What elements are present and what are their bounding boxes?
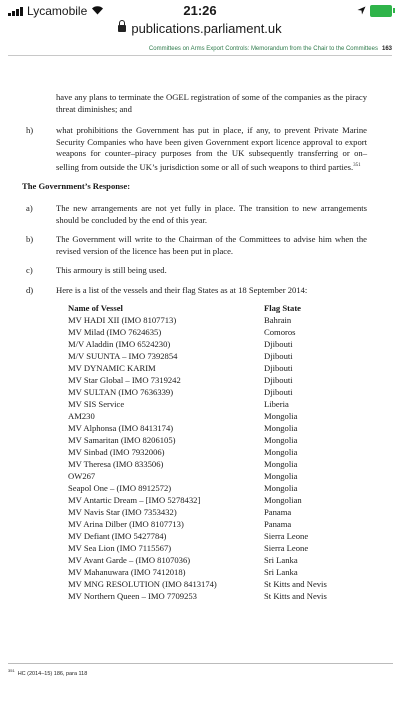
footnote-divider bbox=[8, 663, 393, 664]
table-row bbox=[68, 555, 327, 567]
vessel-name-cell: M/V SUUNTA – IMO 7392854 bbox=[68, 350, 178, 361]
item-g-continuation: have any plans to terminate the OGEL registration of some of the companies as the piracy threat diminishes; and bbox=[56, 92, 367, 114]
flag-state-cell: Mongolia bbox=[264, 410, 298, 421]
flag-state-cell: Djibouti bbox=[264, 386, 293, 397]
page-number: 163 bbox=[381, 46, 392, 52]
table-row bbox=[68, 495, 327, 507]
table-row bbox=[68, 375, 327, 387]
table-row bbox=[68, 411, 327, 423]
battery-icon bbox=[370, 5, 392, 17]
response-item-d bbox=[22, 285, 367, 297]
item-marker: h) bbox=[26, 125, 34, 136]
flag-state-cell: Sierra Leone bbox=[264, 542, 309, 553]
item-h bbox=[22, 125, 367, 173]
lock-icon bbox=[118, 25, 126, 32]
flag-state-cell: Mongolia bbox=[264, 434, 298, 445]
table-row bbox=[68, 507, 327, 519]
response-item-a bbox=[22, 203, 367, 226]
vessel-name-cell: MV Northern Queen – IMO 7709253 bbox=[68, 590, 197, 601]
flag-state-cell: Djibouti bbox=[264, 362, 293, 373]
vessel-name-cell: MV Defiant (IMO 5427784) bbox=[68, 530, 167, 541]
column-header-vessel: Name of Vessel bbox=[68, 302, 123, 313]
vessel-name-cell: AM230 bbox=[68, 410, 95, 421]
flag-state-cell: Sri Lanka bbox=[264, 554, 298, 565]
table-row bbox=[68, 447, 327, 459]
flag-state-cell: Panama bbox=[264, 518, 292, 529]
vessel-name-cell: MV DYNAMIC KARIM bbox=[68, 362, 156, 373]
vessel-name-cell: MV Arina Dilber (IMO 8107713) bbox=[68, 518, 184, 529]
column-header-flag-state: Flag State bbox=[264, 302, 301, 313]
response-item-b bbox=[22, 234, 367, 257]
item-text bbox=[56, 125, 367, 173]
vessel-table-body bbox=[68, 315, 327, 603]
item-marker: a) bbox=[26, 203, 33, 214]
flag-state-cell: Mongolian bbox=[264, 494, 302, 505]
clock: 21:26 bbox=[183, 3, 217, 18]
table-row bbox=[68, 399, 327, 411]
table-row bbox=[68, 351, 327, 363]
table-row bbox=[68, 519, 327, 531]
vessel-name-cell: MV Alphonsa (IMO 8413174) bbox=[68, 422, 174, 433]
vessel-name-cell: MV Avant Garde – (IMO 8107036) bbox=[68, 554, 191, 565]
vessel-name-cell: MV Samaritan (IMO 8206105) bbox=[68, 434, 176, 445]
table-row bbox=[68, 579, 327, 591]
flag-state-cell: St Kitts and Nevis bbox=[264, 578, 327, 589]
flag-state-cell: Djibouti bbox=[264, 374, 293, 385]
vessel-name-cell: MV Milad (IMO 7624635) bbox=[68, 326, 162, 337]
flag-state-cell: Liberia bbox=[264, 398, 289, 409]
flag-state-cell: Mongolia bbox=[264, 458, 298, 469]
status-right bbox=[357, 4, 392, 18]
flag-state-cell: Bahrain bbox=[264, 314, 292, 325]
flag-state-cell: St Kitts and Nevis bbox=[264, 590, 327, 601]
table-row bbox=[68, 339, 327, 351]
table-row bbox=[68, 315, 327, 327]
flag-state-cell: Djibouti bbox=[264, 350, 293, 361]
item-marker: d) bbox=[26, 284, 34, 295]
footnote-text: HC (2014–15) 186, para 118 bbox=[17, 670, 88, 677]
vessel-name-cell: MV Star Global – IMO 7319242 bbox=[68, 374, 181, 385]
table-row bbox=[68, 459, 327, 471]
footnote-ref[interactable]: 351 bbox=[353, 162, 361, 168]
flag-state-cell: Panama bbox=[264, 506, 292, 517]
vessel-name-cell: MV SIS Service bbox=[68, 398, 125, 409]
vessel-name-cell: Seapol One – (IMO 8912572) bbox=[68, 482, 172, 493]
table-row bbox=[68, 567, 327, 579]
location-icon bbox=[357, 4, 366, 18]
table-row bbox=[68, 543, 327, 555]
vessel-name-cell: MV SULTAN (IMO 7636339) bbox=[68, 386, 174, 397]
flag-state-cell: Sri Lanka bbox=[264, 566, 298, 577]
table-row bbox=[68, 483, 327, 495]
vessel-name-cell: MV HADI XII (IMO 8107713) bbox=[68, 314, 177, 325]
vessel-name-cell: MV Sinbad (IMO 7932006) bbox=[68, 446, 165, 457]
vessel-table bbox=[68, 303, 327, 603]
table-header-row bbox=[68, 303, 327, 315]
footnote bbox=[8, 668, 87, 677]
flag-state-cell: Comoros bbox=[264, 326, 296, 337]
vessel-name-cell: MV Theresa (IMO 833506) bbox=[68, 458, 164, 469]
url-text[interactable]: publications.parliament.uk bbox=[131, 21, 282, 36]
flag-state-cell: Djibouti bbox=[264, 338, 293, 349]
table-row bbox=[68, 531, 327, 543]
table-row bbox=[68, 327, 327, 339]
flag-state-cell: Mongolia bbox=[264, 482, 298, 493]
flag-state-cell: Mongolia bbox=[264, 470, 298, 481]
item-marker: b) bbox=[26, 234, 34, 245]
item-text: This armoury is still being used. bbox=[56, 265, 167, 276]
vessel-name-cell: MV Navis Star (IMO 7353432) bbox=[68, 506, 177, 517]
footnote-number: 351 bbox=[8, 668, 15, 673]
table-row bbox=[68, 435, 327, 447]
flag-state-cell: Mongolia bbox=[264, 446, 298, 457]
vessel-name-cell: MV Antartic Dream – [IMO 5278432] bbox=[68, 494, 201, 505]
status-bar bbox=[0, 0, 400, 20]
vessel-name-cell: OW267 bbox=[68, 470, 96, 481]
item-h-text: what prohibitions the Government has put in place, if any, to prevent Private Marine Security Companies who have been given Government export licence approval to export weapons for counter–piracy purposes from the UK subsequently transferring or on–selling from outside the UK’s jurisdiction some or all of such weapons to third parties. bbox=[56, 125, 367, 172]
item-text: The new arrangements are not yet fully in place. The transition to new arrangements should be concluded by the end of this year. bbox=[56, 203, 367, 225]
item-text: The Government will write to the Chairman of the Committees to advise him when the revised version of the licence has been put in place. bbox=[56, 234, 367, 256]
flag-state-cell: Mongolia bbox=[264, 422, 298, 433]
vessel-name-cell: MV Sea Lion (IMO 7115567) bbox=[68, 542, 172, 553]
item-text: Here is a list of the vessels and their flag States as at 18 September 2014: bbox=[56, 284, 308, 295]
response-item-c bbox=[22, 265, 367, 277]
table-row bbox=[68, 363, 327, 375]
response-heading: The Government’s Response: bbox=[22, 181, 131, 192]
table-row bbox=[68, 387, 327, 399]
flag-state-cell: Sierra Leone bbox=[264, 530, 309, 541]
running-head-title: Committees on Arms Export Controls: Memorandum from the Chair to the Committees bbox=[148, 46, 378, 52]
table-row bbox=[68, 423, 327, 435]
item-marker: c) bbox=[26, 265, 33, 276]
vessel-name-cell: MV MNG RESOLUTION (IMO 8413174) bbox=[68, 578, 217, 589]
vessel-name-cell: M/V Aladdin (IMO 6524230) bbox=[68, 338, 171, 349]
running-head bbox=[8, 46, 392, 56]
vessel-name-cell: MV Mahanuwara (IMO 7412018) bbox=[68, 566, 186, 577]
table-row bbox=[68, 471, 327, 483]
address-bar[interactable] bbox=[0, 21, 400, 39]
document-body bbox=[22, 92, 367, 603]
table-row bbox=[68, 591, 327, 603]
carrier-name: Lycamobile bbox=[27, 4, 88, 18]
